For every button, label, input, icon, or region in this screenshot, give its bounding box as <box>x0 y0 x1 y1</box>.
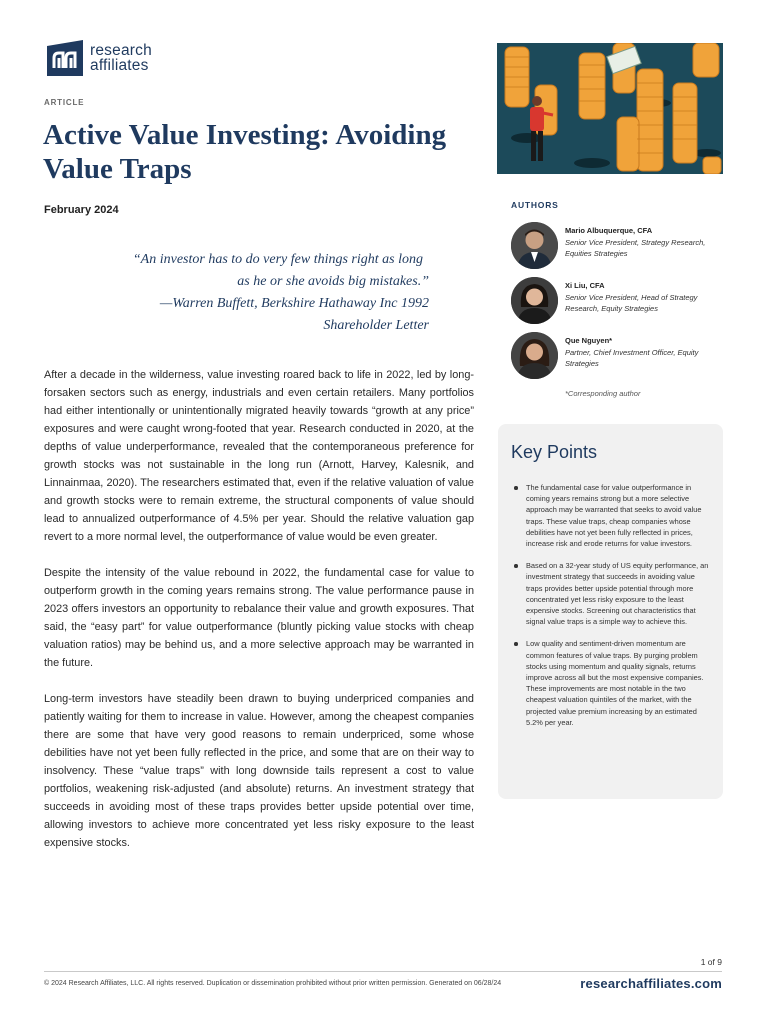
logo-wordmark <box>90 43 152 73</box>
coin-stacks-illustration <box>497 43 723 174</box>
logo-line-1: research <box>90 42 152 59</box>
company-logo[interactable] <box>44 38 152 78</box>
copyright-notice: © 2024 Research Affiliates, LLC. All rights reserved. Duplication or dissemination prohibited without prior written permission. Generated on 06/28/24 <box>44 980 502 987</box>
author-card <box>511 332 721 382</box>
author-info <box>565 225 725 260</box>
author-role: Partner, Chief Investment Officer, Equity Strategies <box>565 347 699 368</box>
quote-line: “An investor has to do very few things right as long <box>132 252 423 267</box>
avatar <box>511 222 558 269</box>
bullet-icon <box>514 642 518 646</box>
key-points-panel <box>498 424 723 799</box>
page-title: Active Value Investing: Avoiding Value Traps <box>43 119 447 185</box>
key-points-title: Key Points <box>511 442 598 462</box>
list-item <box>510 560 710 627</box>
quote-line: as he or she avoids big mistakes.” <box>237 274 429 289</box>
list-item <box>510 638 710 728</box>
website-link[interactable]: researchaffiliates.com <box>580 976 722 991</box>
author-name[interactable]: Que Nguyen* <box>565 336 613 345</box>
page-number: 1 of 9 <box>700 957 722 967</box>
list-item <box>510 482 710 549</box>
quote-attribution: Shareholder Letter <box>323 318 429 333</box>
key-point-text: Based on a 32-year study of US equity performance, an investment strategy that succeeds in avoiding value traps provides better upside potential through more concentrated yet less risky exposure to the least expensive stocks. Screening out characteristics that signal value traps is a simple way to achieve this. <box>526 561 709 627</box>
author-role: Senior Vice President, Head of Strategy Research, Equity Strategies <box>565 292 698 313</box>
bullet-icon <box>514 564 518 568</box>
footer-divider <box>44 971 722 972</box>
author-name[interactable]: Mario Albuquerque, CFA <box>565 226 653 235</box>
key-point-text: The fundamental case for value outperformance in coming years remains strong but a more selective approach may be warranted that seeks to avoid value traps. These value traps, cheap companies whose debilities have not yet been fully reflected in prices, increase risk and erode returns for value investors. <box>526 483 702 549</box>
author-name[interactable]: Xi Liu, CFA <box>565 281 605 290</box>
author-card <box>511 277 721 327</box>
article-label: ARTICLE <box>44 98 85 107</box>
hero-illustration <box>497 43 723 174</box>
corresponding-author-note: *Corresponding author <box>565 389 641 398</box>
epigraph-quote <box>69 249 429 337</box>
publication-date: February 2024 <box>44 204 119 216</box>
logo-line-2: affiliates <box>90 57 149 74</box>
author-info <box>565 280 725 315</box>
person-photo-icon <box>511 277 558 324</box>
person-photo-icon <box>511 222 558 269</box>
author-card <box>511 222 721 272</box>
body-paragraph: Long-term investors have steadily been drawn to buying underpriced companies and patiently waiting for them to increase in value. However, among the cheapest companies there are some that have very good reasons to remain underpriced, some whose debilities have not yet been fully reflected in the price, and some that are on their way to insolvency. These “value traps” with long downside tails represent a cost to value portfolios, weakening risk-adjusted (and absolute) returns. An investment strategy that succeeds in avoiding most of these traps provides better upside potential over time, allowing investors to achieve more concentrated yet less risky exposure to the least expensive stocks. <box>44 693 474 849</box>
author-info <box>565 335 725 370</box>
quote-attribution: —Warren Buffett, Berkshire Hathaway Inc 1992 <box>159 296 429 311</box>
body-paragraph: Despite the intensity of the value rebound in 2022, the fundamental case for value to outperform growth in the coming years remains strong. The value performance pause in 2023 offers investors an opportunity to rebalance their value and growth exposures. That said, the “easy part” for value outperformance (bluntly picking value stocks with cheap valuation ratios) may be behind us, and a more selective approach may be warranted in the future. <box>44 567 474 669</box>
key-point-text: Low quality and sentiment-driven momentum are common features of value traps. By purging problem stocks using momentum and quality signals, returns improve across all but the most expensive companies. These improvements are most notable in the two cheapest valuation quintiles of the market, with the projected value premium increasing by an estimated 5.2% per year. <box>526 639 704 727</box>
person-photo-icon <box>511 332 558 379</box>
bullet-icon <box>514 486 518 490</box>
avatar <box>511 332 558 379</box>
article-body <box>44 366 474 870</box>
body-paragraph: After a decade in the wilderness, value investing roared back to life in 2022, led by long-forsaken sectors such as energy, industrials and even certain retailers. Many portfolios had either intentionally or unintentionally migrated heavily towards “growth at any price” exposures and were caught wrong-footed that year. Research conducted in 2020, at the depths of value underperformance, revealed that the contemporaneous preference for growth stocks was not sustainable in the long run (Arnott, Harvey, Kalesnik, and Linnainmaa, 2020). The researchers estimated that, even if the relative valuation of value and growth stocks were to remain extreme, the structural components of value should lead to annualized outperformance of 4.5% per year. Should the relative valuation gap revert to a more normal level, the outperformance of value would be even greater. <box>44 369 474 543</box>
authors-label: AUTHORS <box>511 200 559 210</box>
avatar <box>511 277 558 324</box>
key-points-list <box>510 482 710 739</box>
logo-mark-icon <box>44 38 86 78</box>
author-role: Senior Vice President, Strategy Research, Equities Strategies <box>565 237 706 258</box>
